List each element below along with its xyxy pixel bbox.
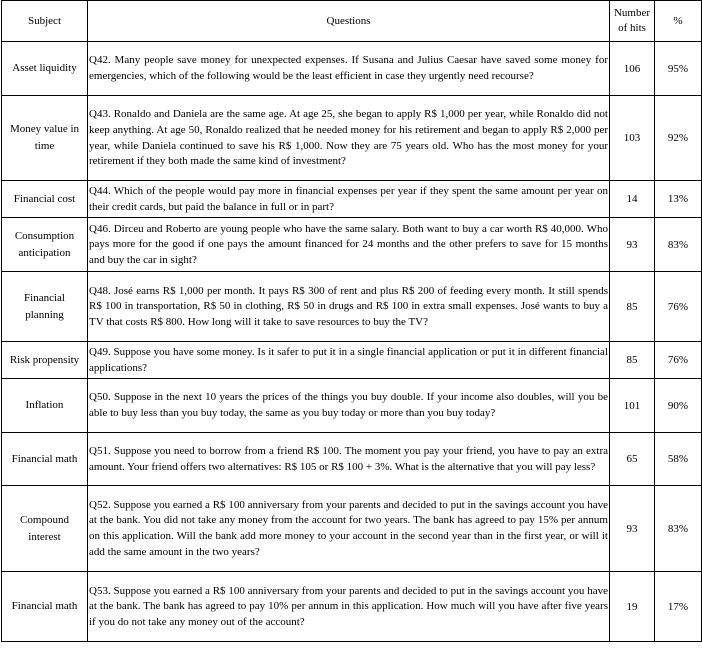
- subject-cell: Financial cost: [2, 181, 88, 218]
- hits-cell: 93: [610, 218, 655, 272]
- subject-cell: Financial planning: [2, 272, 88, 342]
- question-cell: Q46. Dirceu and Roberto are young people who have the same salary. Both want to buy a car worth R$ 40,000. Who pays more for the good if one pays the amount financed for 24 months and the other prefers to save for 15 months and buy the car in sight?: [88, 218, 610, 272]
- header-subject: Subject: [2, 1, 88, 42]
- header-percent: %: [655, 1, 702, 42]
- question-cell: Q43. Ronaldo and Daniela are the same age. At age 25, she began to apply R$ 1,000 per year, while Ronaldo did not keep anything. At age 50, Ronaldo realized that he needed money for his retirement and began to apply R$ 2,000 per year, while Daniela continued to save his R$ 1,000. Now they are 75 years old. Who has the most money for your retirement if they both made the same kind of investment?: [88, 96, 610, 181]
- percent-cell: 95%: [655, 42, 702, 96]
- question-cell: Q42. Many people save money for unexpected expenses. If Susana and Julius Caesar have saved some money for emergencies, which of the following would be the least efficient in case they urgently need recourse?: [88, 42, 610, 96]
- subject-cell: Financial math: [2, 572, 88, 642]
- subject-cell: Asset liquidity: [2, 42, 88, 96]
- table-row: [2, 486, 702, 572]
- subject-cell: Compound interest: [2, 486, 88, 572]
- percent-cell: 83%: [655, 218, 702, 272]
- subject-cell: Consumption anticipation: [2, 218, 88, 272]
- percent-cell: 90%: [655, 379, 702, 433]
- hits-cell: 65: [610, 433, 655, 486]
- hits-cell: 103: [610, 96, 655, 181]
- hits-cell: 93: [610, 486, 655, 572]
- header-row: [2, 1, 702, 42]
- subject-cell: Financial math: [2, 433, 88, 486]
- questions-table: [1, 0, 702, 642]
- question-cell: Q53. Suppose you earned a R$ 100 anniversary from your parents and decided to put in the savings account you have at the bank. The bank has agreed to pay 10% per annum in this application. How much will you have after five years if you do not take any money out of the account?: [88, 572, 610, 642]
- table-row: [2, 218, 702, 272]
- percent-cell: 17%: [655, 572, 702, 642]
- percent-cell: 92%: [655, 96, 702, 181]
- hits-cell: 101: [610, 379, 655, 433]
- hits-cell: 14: [610, 181, 655, 218]
- hits-cell: 85: [610, 342, 655, 379]
- hits-cell: 19: [610, 572, 655, 642]
- percent-cell: 76%: [655, 272, 702, 342]
- question-cell: Q52. Suppose you earned a R$ 100 anniversary from your parents and decided to put in the savings account you have at the bank. You did not take any money from the account for two years. The bank has agreed to pay 15% per annum on this application. Will the bank add more money to your account in the second year than in the first year, or will it add the same amount in the two years?: [88, 486, 610, 572]
- subject-cell: Inflation: [2, 379, 88, 433]
- header-questions: Questions: [88, 1, 610, 42]
- question-cell: Q48. José earns R$ 1,000 per month. It pays R$ 300 of rent and plus R$ 200 of feeding every month. It still spends R$ 100 in transportation, R$ 50 in clothing, R$ 50 in drugs and R$ 100 in extra small expenses. José wants to buy a TV that costs R$ 800. How long will it take to save resources to buy the TV?: [88, 272, 610, 342]
- percent-cell: 13%: [655, 181, 702, 218]
- question-cell: Q50. Suppose in the next 10 years the prices of the things you buy double. If your income also doubles, will you be able to buy less than you buy today, the same as you buy today or more than you buy today?: [88, 379, 610, 433]
- hits-cell: 85: [610, 272, 655, 342]
- table-row: [2, 433, 702, 486]
- percent-cell: 83%: [655, 486, 702, 572]
- table-row: [2, 342, 702, 379]
- header-hits: Number of hits: [610, 1, 655, 42]
- question-cell: Q49. Suppose you have some money. Is it safer to put it in a single financial application or put it in different financial applications?: [88, 342, 610, 379]
- hits-cell: 106: [610, 42, 655, 96]
- subject-cell: Money value in time: [2, 96, 88, 181]
- question-cell: Q51. Suppose you need to borrow from a friend R$ 100. The moment you pay your friend, you have to pay an extra amount. Your friend offers two alternatives: R$ 105 or R$ 100 + 3%. What is the alternative that you will pay less?: [88, 433, 610, 486]
- question-cell: Q44. Which of the people would pay more in financial expenses per year if they spent the same amount per year on their credit cards, but paid the balance in full or in part?: [88, 181, 610, 218]
- percent-cell: 58%: [655, 433, 702, 486]
- subject-cell: Risk propensity: [2, 342, 88, 379]
- table-row: [2, 96, 702, 181]
- table-row: [2, 181, 702, 218]
- table-row: [2, 572, 702, 642]
- table-row: [2, 272, 702, 342]
- table-row: [2, 42, 702, 96]
- percent-cell: 76%: [655, 342, 702, 379]
- table-row: [2, 379, 702, 433]
